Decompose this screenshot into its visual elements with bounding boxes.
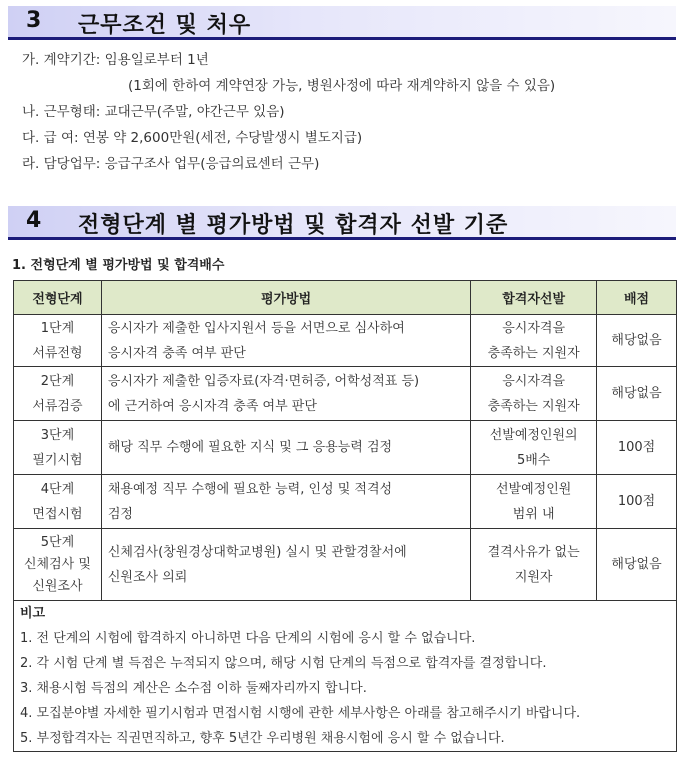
evaluation-table (13, 280, 677, 752)
note-item: 4. 모집분야별 자세한 필기시험과 면접시험 시행에 관한 세부사항은 아래를 참고해주시기 바랍니다. (20, 706, 581, 721)
note-item: 2. 각 시험 단계 별 득점은 누적되지 않으며, 해당 시험 단계의 득점으로 합격자를 결정합니다. (20, 656, 547, 671)
table-row (14, 529, 677, 601)
method-line: 응시자격 충족 여부 판단 (107, 345, 246, 361)
notes-title: 비고 (20, 606, 46, 621)
duties: 라. 담당업무: 응급구조사 업무(응급의료센터 근무) (22, 156, 320, 172)
header-stage: 전형단계 (14, 281, 102, 315)
selection-line: 5배수 (516, 452, 551, 468)
method-cell (101, 367, 470, 421)
selection-cell (471, 315, 597, 367)
method-line: 응시자가 제출한 입증자료(자격·면허증, 어학성적표 등) (107, 373, 420, 389)
stage-name: 필기시험 (32, 452, 83, 468)
method-line: 신원조사 의뢰 (107, 569, 188, 585)
selection-cell (471, 529, 597, 601)
section-4-title: 전형단계 별 평가방법 및 합격자 선발 기준 (78, 213, 509, 238)
stage-cell (14, 529, 102, 601)
stage-number: 3단계 (40, 427, 75, 443)
notes-cell (14, 601, 677, 752)
stage-number: 4단계 (40, 481, 75, 497)
method-line: 검정 (107, 506, 133, 522)
notes-row (14, 601, 677, 752)
method-line: 에 근거하여 응시자격 충족 여부 판단 (107, 398, 317, 414)
section-3-number: 3 (26, 8, 42, 33)
selection-cell (471, 421, 597, 475)
stage-cell (14, 475, 102, 529)
header-method: 평가방법 (101, 281, 470, 315)
header-selection: 합격자선발 (471, 281, 597, 315)
method-line: 응시자가 제출한 입사지원서 등을 서면으로 심사하여 (107, 320, 405, 336)
selection-line: 선발예정인원 (495, 481, 572, 497)
selection-line: 결격사유가 없는 (487, 544, 580, 560)
stage-cell (14, 315, 102, 367)
salary: 다. 급 여: 연봉 약 2,600만원(세전, 수당발생시 별도지급) (22, 130, 363, 146)
selection-line: 충족하는 지원자 (487, 345, 580, 361)
section-4-number: 4 (26, 208, 42, 233)
selection-line: 선발예정인원의 (489, 427, 578, 443)
stage-number: 5단계 (40, 534, 75, 550)
method-line: 신체검사(창원경상대학교병원) 실시 및 관할경찰서에 (107, 544, 407, 560)
work-type: 나. 근무형태: 교대근무(주말, 야간근무 있음) (22, 104, 285, 120)
note-item: 3. 채용시험 득점의 계산은 소수점 이하 둘째자리까지 합니다. (20, 681, 367, 696)
stage-number: 1단계 (40, 320, 75, 336)
stage-cell (14, 367, 102, 421)
evaluation-subtitle: 1. 전형단계 별 평가방법 및 합격배수 (12, 258, 225, 273)
selection-line: 충족하는 지원자 (487, 398, 580, 414)
stage-name: 서류전형 (32, 345, 83, 361)
section-3-header (8, 6, 676, 40)
method-cell (101, 421, 470, 475)
selection-line: 범위 내 (512, 506, 555, 522)
selection-line: 지원자 (514, 569, 553, 585)
method-cell (101, 529, 470, 601)
method-line: 해당 직무 수행에 필요한 지식 및 그 응용능력 검정 (107, 440, 393, 455)
header-score: 배점 (597, 281, 677, 315)
stage-cell (14, 421, 102, 475)
table-row (14, 367, 677, 421)
table-row (14, 475, 677, 529)
table-row (14, 421, 677, 475)
stage-name: 면접시험 (32, 506, 83, 522)
stage-name-cont: 신원조사 (32, 578, 83, 594)
score-cell: 해당없음 (597, 367, 677, 421)
table-row (14, 315, 677, 367)
selection-cell (471, 367, 597, 421)
stage-number: 2단계 (40, 373, 75, 389)
score-cell: 해당없음 (597, 315, 677, 367)
method-cell (101, 315, 470, 367)
stage-name: 신체검사 및 (23, 556, 91, 572)
selection-line: 응시자격을 (502, 320, 566, 336)
note-item: 1. 전 단계의 시험에 합격하지 아니하면 다음 단계의 시험에 응시 할 수 없습니다. (20, 631, 476, 646)
contract-period: 가. 계약기간: 임용일로부터 1년 (22, 52, 209, 68)
selection-cell (471, 475, 597, 529)
score-cell: 100점 (597, 475, 677, 529)
note-item: 5. 부정합격자는 직권면직하고, 향후 5년간 우리병원 채용시험에 응시 할 수 없습니다. (20, 731, 505, 746)
contract-period-note: (1회에 한하여 계약연장 가능, 병원사정에 따라 재계약하지 않을 수 있음) (128, 78, 556, 94)
table-header-row (14, 281, 677, 315)
score-cell: 100점 (597, 421, 677, 475)
score-cell: 해당없음 (597, 529, 677, 601)
method-cell (101, 475, 470, 529)
stage-name: 서류검증 (32, 398, 83, 414)
section-4-header (8, 206, 676, 240)
selection-line: 응시자격을 (502, 373, 566, 389)
method-line: 채용예정 직무 수행에 필요한 능력, 인성 및 적격성 (107, 481, 393, 497)
section-3-title: 근무조건 및 처우 (78, 13, 252, 38)
